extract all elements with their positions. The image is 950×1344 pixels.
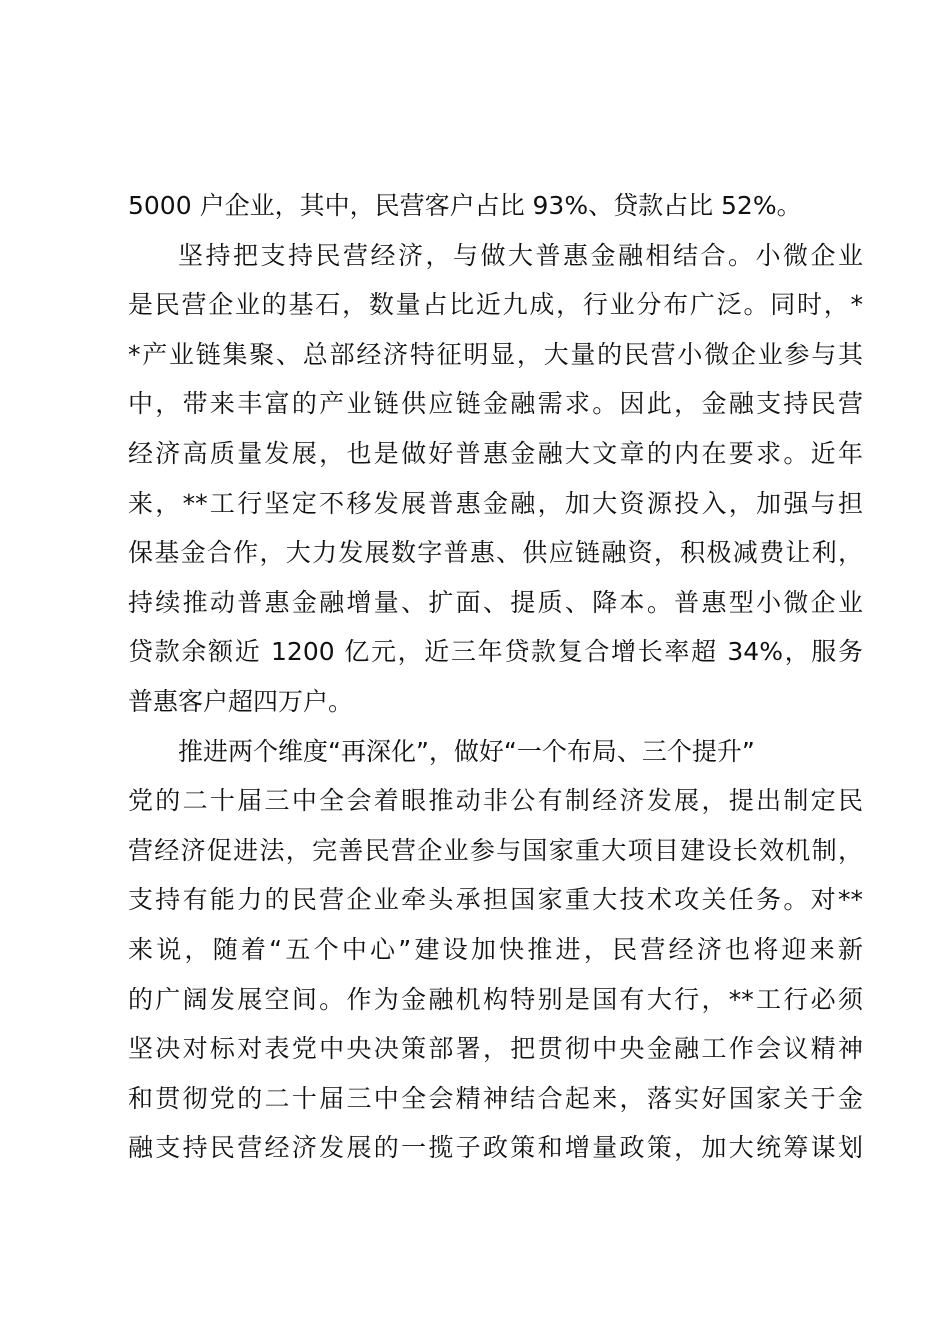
text-line: 支持有能力的民营企业牵头承担国家重大技术攻关任务。对**: [128, 885, 863, 915]
text-line: 来说，随着“五个中心”建设加快推进，民营经济也将迎来新: [128, 934, 863, 964]
text-line: 持续推动普惠金融增量、扩面、提质、降本。普惠型小微企业: [128, 587, 863, 617]
text-line: 5000 户企业，其中，民营客户占比 93%、贷款占比 52%。: [128, 191, 802, 220]
text-line: 中，带来丰富的产业链供应链金融需求。因此，金融支持民营: [128, 389, 863, 419]
text-line: 保基金合作，大力发展数字普惠、供应链融资，积极减费让利，: [128, 538, 863, 568]
text-line: 党的二十届三中全会着眼推动非公有制经济发展，提出制定民: [128, 786, 863, 816]
text-line: 营经济促进法，完善民营企业参与国家重大项目建设长效机制，: [128, 835, 863, 865]
text-line: 坚持把支持民营经济，与做大普惠金融相结合。小微企业: [178, 240, 863, 270]
section-heading: 推进两个维度“再深化”，做好“一个布局、三个提升”: [178, 736, 755, 766]
text-line: 来，**工行坚定不移发展普惠金融，加大资源投入，加强与担: [128, 488, 863, 518]
text-line: 贷款余额近 1200 亿元，近三年贷款复合增长率超 34%，服务: [128, 637, 863, 667]
text-line: 经济高质量发展，也是做好普惠金融大文章的内在要求。近年: [128, 438, 863, 468]
text-line: *产业链集聚、总部经济特征明显，大量的民营小微企业参与其: [128, 339, 863, 369]
document-body: [128, 181, 863, 1173]
text-line: 普惠客户超四万户。: [128, 686, 354, 716]
text-line: 和贯彻党的二十届三中全会精神结合起来，落实好国家关于金: [128, 1083, 863, 1113]
text-line: 融支持民营经济发展的一揽子政策和增量政策，加大统筹谋划: [128, 1133, 863, 1163]
text-line: 的广阔发展空间。作为金融机构特别是国有大行，**工行必须: [128, 984, 863, 1014]
text-line: 是民营企业的基石，数量占比近九成，行业分布广泛。同时，*: [128, 290, 863, 320]
text-line: 坚决对标对表党中央决策部署，把贯彻中央金融工作会议精神: [128, 1034, 863, 1064]
